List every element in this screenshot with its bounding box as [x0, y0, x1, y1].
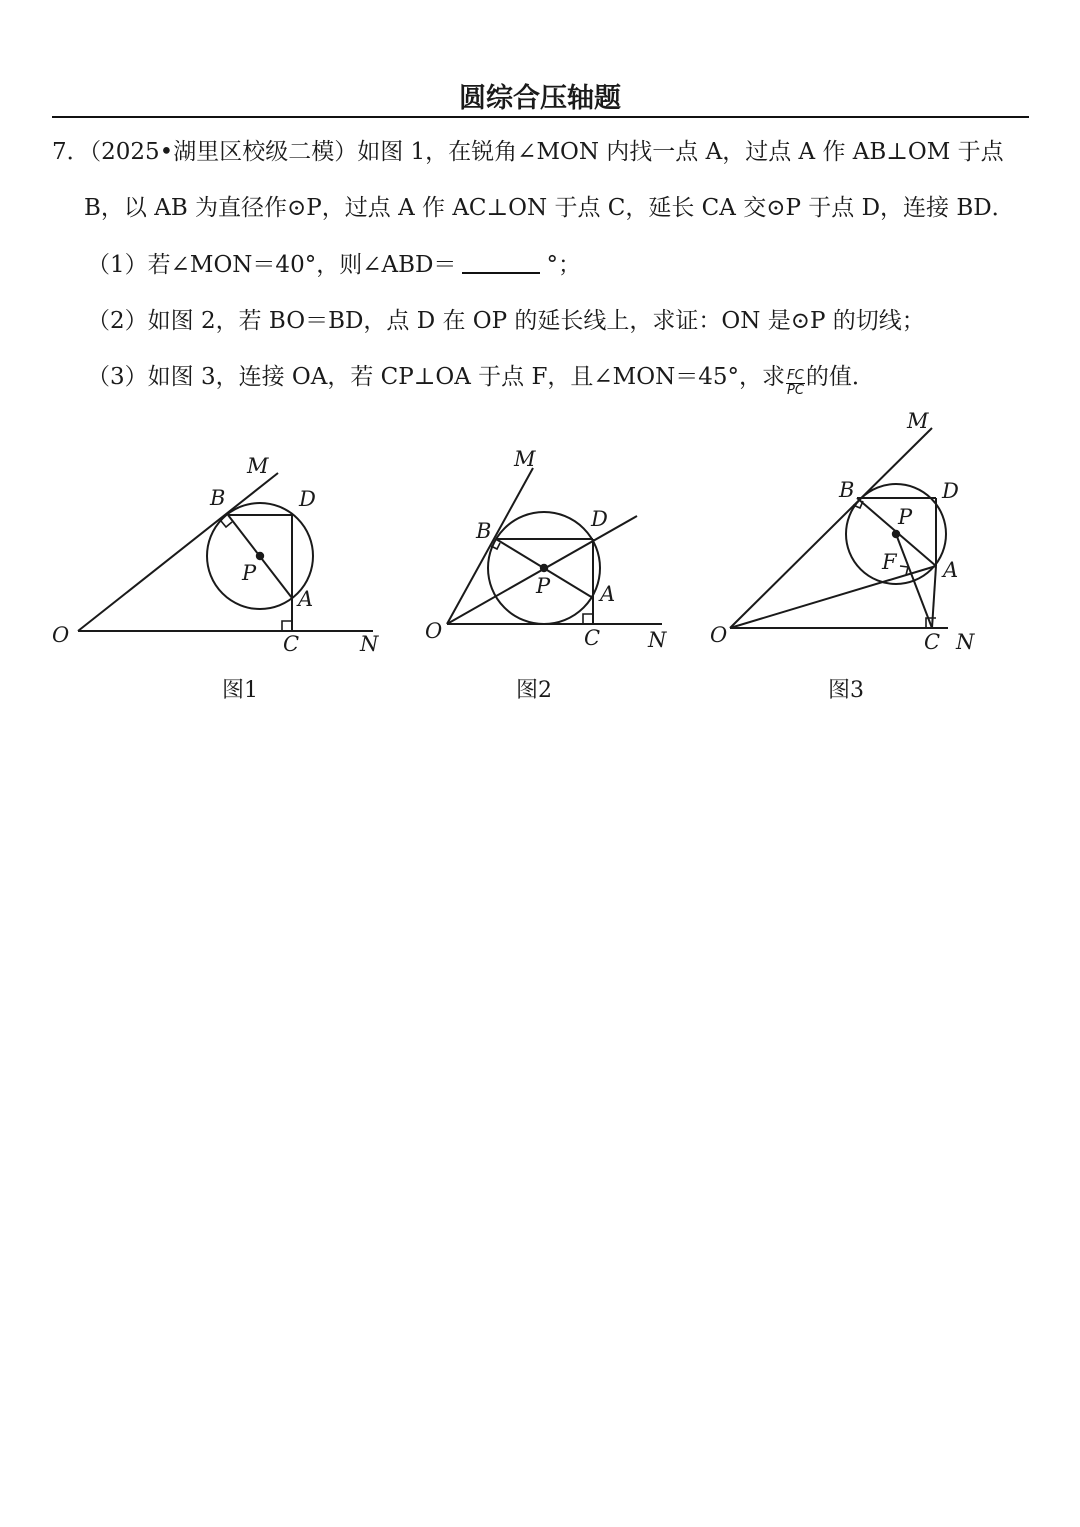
fig1-label-c: C: [283, 632, 300, 656]
fig2-right-angle-c: [583, 614, 593, 624]
fig2-label-o: O: [425, 619, 443, 643]
question-3: [87, 358, 875, 398]
question-3-tail: 的值．: [805, 364, 875, 390]
fig1-label-n: N: [360, 632, 379, 656]
fig2-center-dot: [541, 565, 547, 571]
fig2-label-b: B: [476, 519, 492, 543]
fig3-center-dot: [893, 531, 899, 537]
answer-blank: [462, 252, 540, 274]
fig2-label-c: C: [584, 626, 601, 650]
fig1-right-angle-c: [282, 621, 292, 631]
fig3-label-d: D: [942, 479, 959, 503]
fig3-caption: 图3: [828, 678, 864, 703]
fig3-label-c: C: [924, 630, 941, 654]
fig1-label-m: M: [247, 454, 269, 478]
problem-line-2: B，以 AB 为直径作⊙P，过点 A 作 AC⊥ON 于点 C，延长 CA 交⊙P 于点 D，连接 BD．: [84, 195, 1015, 221]
fig1-label-a: A: [298, 587, 314, 611]
fig2-caption: 图2: [516, 678, 552, 703]
fig3-label-m: M: [907, 409, 929, 433]
fig1-label-o: O: [52, 623, 70, 647]
fig2-label-p: P: [536, 574, 551, 598]
fraction-numerator: FC: [787, 368, 804, 383]
fig1-label-p: P: [242, 561, 257, 585]
geometry-figures: [0, 400, 1080, 720]
question-1-text: （1）若∠MON＝40°，则∠ABD＝: [87, 252, 457, 278]
fig2-label-n: N: [648, 628, 667, 652]
fig3-label-n: N: [956, 630, 975, 654]
fig2-label-d: D: [591, 507, 608, 531]
fig1-right-angle-b: [221, 521, 232, 527]
page-title: 圆综合压轴题: [459, 83, 621, 114]
question-3-text: （3）如图 3，连接 OA，若 CP⊥OA 于点 F，且∠MON＝45°，求: [87, 364, 785, 390]
fig3-right-angle-f: [900, 566, 908, 575]
question-1: [87, 246, 581, 279]
fig1-caption: 图1: [222, 678, 258, 703]
title-divider: [52, 116, 1029, 118]
fig3-label-o: O: [710, 623, 728, 647]
problem-line-1: 7．（2025•湖里区校级二模）如图 1，在锐角∠MON 内找一点 A，过点 A 作 AB⊥OM 于点: [52, 139, 1004, 165]
figure-1: [78, 473, 373, 631]
figure-3: [730, 428, 948, 628]
question-1-unit: °；: [546, 252, 581, 278]
fraction-fc-pc: [786, 369, 805, 398]
fraction-denominator: PC: [787, 383, 804, 398]
figure-2: [447, 468, 662, 624]
fig3-label-p: P: [898, 505, 913, 529]
fig2-label-a: A: [600, 582, 616, 606]
fig3-label-a: A: [943, 558, 959, 582]
fig3-label-f: F: [882, 550, 897, 574]
fig1-center-dot: [257, 553, 263, 559]
fig1-label-b: B: [210, 486, 226, 510]
question-2: （2）如图 2，若 BO＝BD，点 D 在 OP 的延长线上，求证：ON 是⊙P 的切线；: [87, 308, 925, 334]
fig3-label-b: B: [839, 478, 855, 502]
fig1-label-d: D: [299, 487, 316, 511]
fig2-label-m: M: [514, 447, 536, 471]
